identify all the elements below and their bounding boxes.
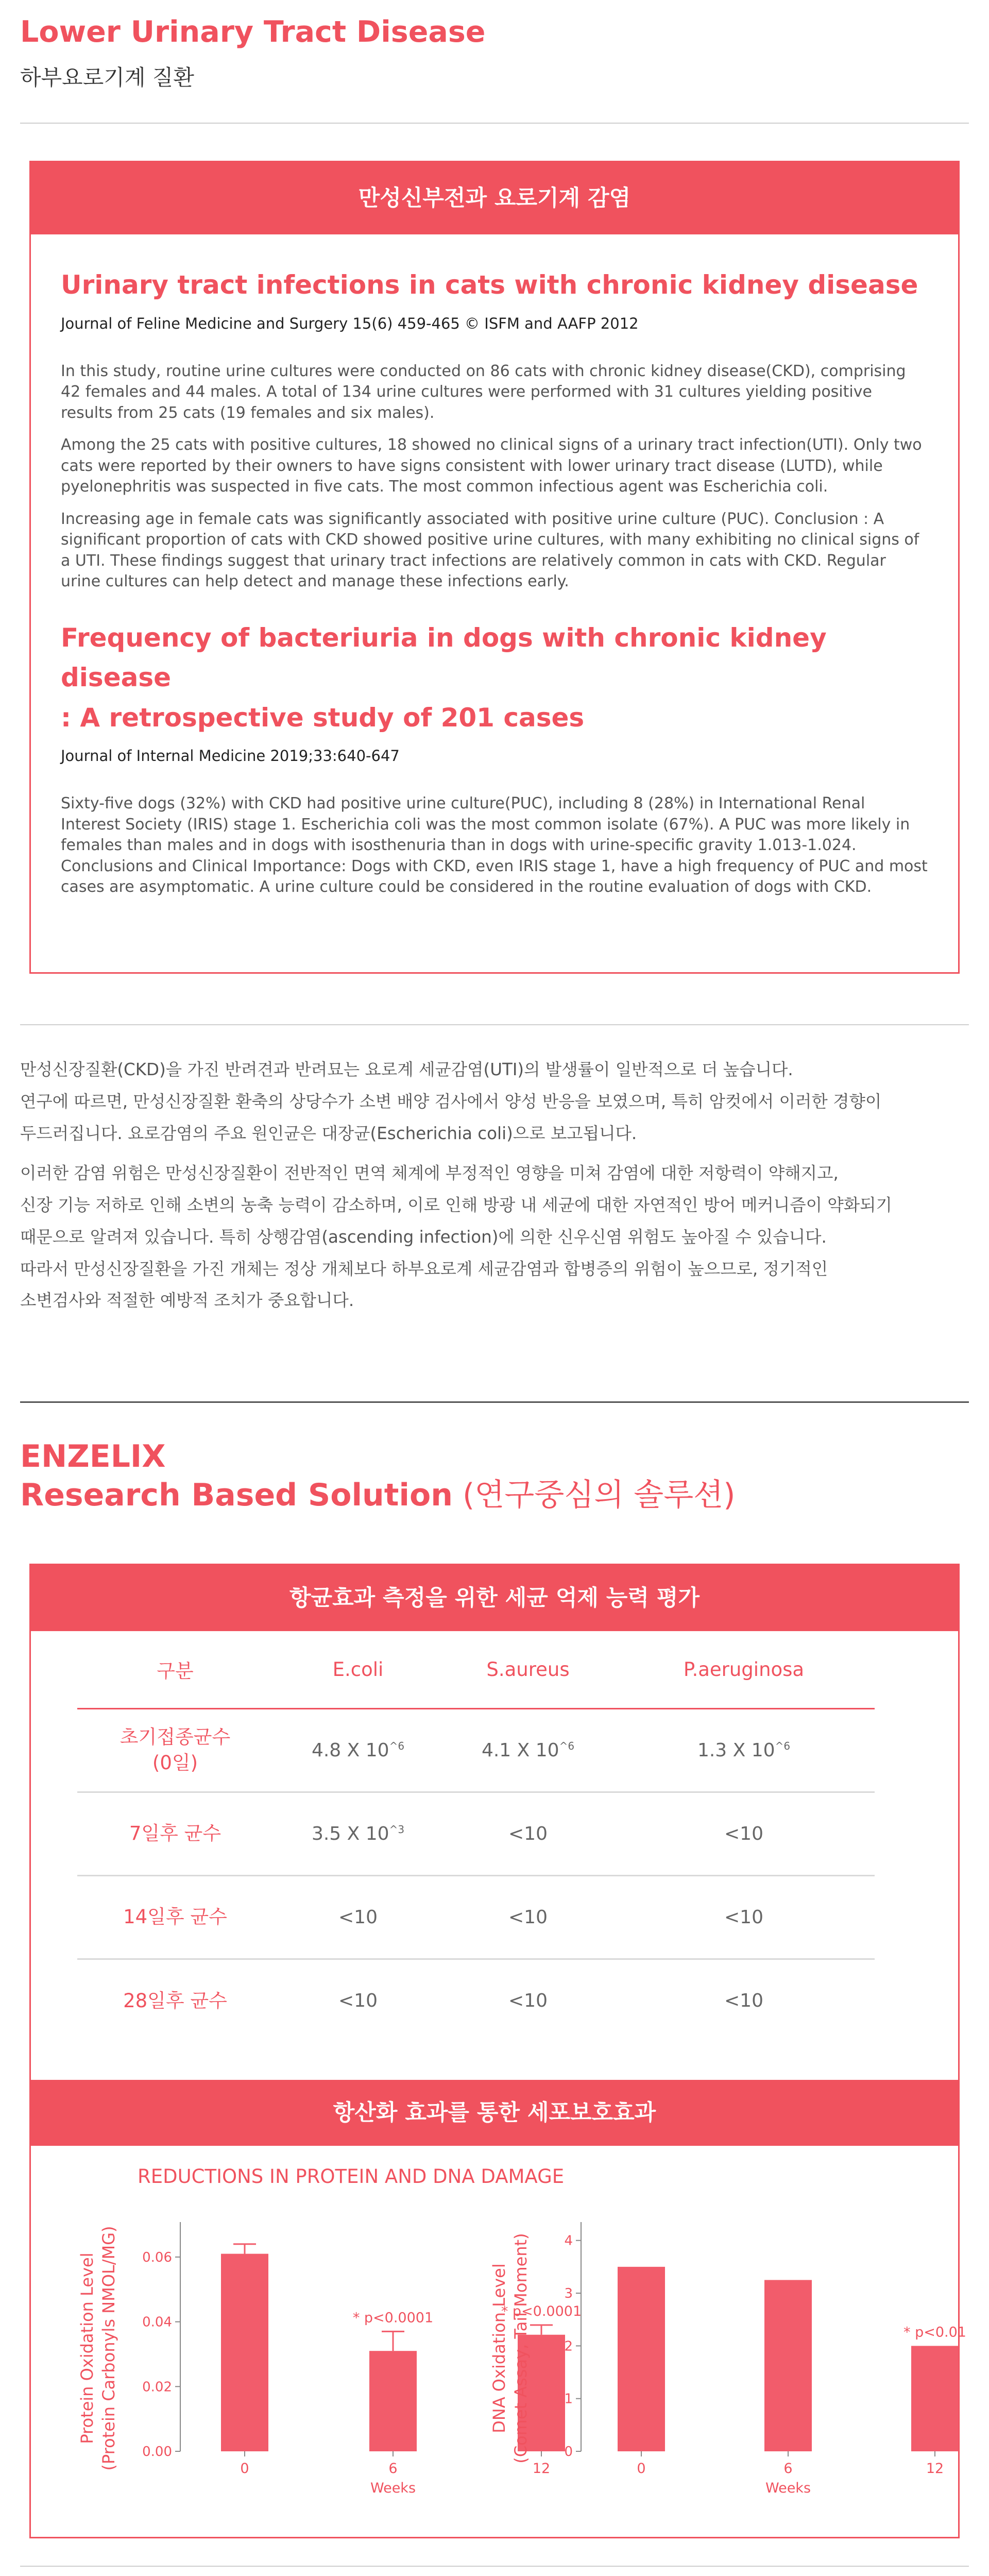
x-tick-label: 12 bbox=[926, 2461, 944, 2477]
table-cell: <10 bbox=[613, 1792, 875, 1875]
ref1-title: Urinary tract infections in cats with chronic kidney disease bbox=[61, 270, 918, 300]
study-box-heading: 만성신부전과 요로기계 감염 bbox=[31, 162, 958, 234]
table-cell: 4.1 X $10^{\^{}6}$ bbox=[443, 1708, 613, 1792]
ref2-title-line2: : A retrospective study of 201 cases bbox=[61, 702, 585, 733]
study-summary-box bbox=[29, 161, 960, 974]
y-axis-label: (Comet Assay, Tail Moment) bbox=[511, 2233, 531, 2464]
bar-6 bbox=[369, 2351, 417, 2451]
y-tick-label: 0 bbox=[564, 2444, 573, 2460]
ref2-title-line1: Frequency of bacteriuria in dogs with chronic kidney disease bbox=[61, 622, 827, 692]
kr1-line-3: 두드러집니다. 요로감염의 주요 원인균은 대장균(Escherichia coli)으로 보고됩니다. bbox=[20, 1123, 637, 1143]
figure-title: REDUCTIONS IN PROTEIN AND DNA DAMAGE bbox=[138, 2165, 565, 2188]
kr1-line-8: 소변검사와 적절한 예방적 조치가 중요합니다. bbox=[20, 1291, 354, 1311]
y-tick-label: 1 bbox=[564, 2391, 573, 2407]
kr1-line-1: 만성신장질환(CKD)을 가진 반려견과 반려묘는 요로계 세균감염(UTI)의 발생률이 일반적으로 더 높습니다. bbox=[20, 1060, 793, 1079]
table-header-row bbox=[77, 1631, 875, 1708]
col-header: E.coli bbox=[332, 1658, 384, 1681]
y-tick-label: 3 bbox=[564, 2286, 573, 2302]
section-header bbox=[20, 14, 485, 92]
y-tick-label: 0.06 bbox=[142, 2249, 172, 2265]
table-cell: 3.5 X $10^{\^{}3}$ bbox=[273, 1792, 443, 1875]
enzelix-subtitle-light: (연구중심의 솔루션) bbox=[452, 1477, 736, 1513]
x-axis-label: Weeks bbox=[765, 2480, 811, 2496]
col-header: P.aeruginosa bbox=[683, 1658, 805, 1681]
x-tick-label: 12 bbox=[532, 2461, 551, 2477]
significance-label: * p<0.0001 bbox=[501, 2303, 582, 2319]
x-tick-label: 0 bbox=[240, 2461, 249, 2477]
table-row bbox=[77, 1959, 875, 2042]
ref1-paragraph-3: Increasing age in female cats was significantly associated with positive urine culture (PUC). Conclusion : A significant proportion of cats with CKD showed positive urine cultures, with many exhibiting no clinical signs of a UTI. These findings suggest that urinary tract infections are relatively common in cats with CKD. Regular urine cultures can help detect and manage these infections early. bbox=[61, 510, 919, 590]
antibacterial-table bbox=[77, 1631, 875, 2042]
row-label: 14일후 균수 bbox=[77, 1875, 273, 1959]
y-tick-label: 0.02 bbox=[142, 2379, 172, 2395]
section-subtitle: 하부요로기계 질환 bbox=[20, 65, 194, 91]
y-tick-label: 0.04 bbox=[142, 2314, 172, 2330]
table-cell: <10 bbox=[613, 1959, 875, 2042]
kr1-line-7: 따라서 만성신장질환을 가진 개체는 정상 개체보다 하부요로계 세균감염과 합병증의 위험이 높으므로, 정기적인 bbox=[20, 1259, 828, 1279]
table-cell: <10 bbox=[443, 1959, 613, 2042]
ref1-journal: Journal of Feline Medicine and Surgery 15(6) 459-465 © ISFM and AAFP 2012 bbox=[61, 314, 639, 332]
table-row bbox=[77, 1708, 875, 1792]
dna-oxidation-chart bbox=[489, 2209, 966, 2508]
top-divider bbox=[20, 123, 969, 124]
x-tick-label: 6 bbox=[388, 2461, 398, 2477]
row-label: 초기접종균수 (0일) bbox=[77, 1708, 273, 1792]
table-cell: <10 bbox=[273, 1875, 443, 1959]
mid-divider-1 bbox=[20, 1024, 969, 1025]
enzelix-divider bbox=[20, 1401, 969, 1403]
table-cell: <10 bbox=[273, 1959, 443, 2042]
row-label: 7일후 균수 bbox=[77, 1792, 273, 1875]
enzelix-title: ENZELIX bbox=[20, 1438, 166, 1475]
kr1-line-2: 연구에 따르면, 만성신장질환 환축의 상당수가 소변 배양 검사에서 양성 반응을 보였으며, 특히 암컷에서 이러한 경향이 bbox=[20, 1091, 882, 1111]
antibacterial-heading: 항균효과 측정을 위한 세균 억제 능력 평가 bbox=[31, 1565, 958, 1631]
ckd-uti-explanation bbox=[20, 1054, 969, 1317]
x-tick-label: 0 bbox=[637, 2461, 646, 2477]
y-tick-label: 0.00 bbox=[142, 2444, 172, 2460]
y-tick-label: 2 bbox=[564, 2338, 573, 2354]
ref2-journal: Journal of Internal Medicine 2019;33:640-647 bbox=[61, 747, 400, 765]
bar-0 bbox=[221, 2254, 268, 2451]
y-tick-label: 4 bbox=[564, 2233, 573, 2249]
kr1-line-6: 때문으로 알려져 있습니다. 특히 상행감염(ascending infection)에 의한 신우신염 위험도 높아질 수 있습니다. bbox=[20, 1227, 827, 1247]
bar-12 bbox=[911, 2346, 959, 2451]
y-axis-label: (Protein Carbonyls NMOL/MG) bbox=[99, 2226, 118, 2471]
table-cell: <10 bbox=[443, 1792, 613, 1875]
table-cell: 1.3 X $10^{\^{}6}$ bbox=[613, 1708, 875, 1792]
significance-label: * p<0.0001 bbox=[352, 2310, 434, 2326]
table-row bbox=[77, 1792, 875, 1875]
enzelix-results-box bbox=[29, 1564, 966, 2538]
x-tick-label: 6 bbox=[783, 2461, 793, 2477]
ref1-paragraph-2: Among the 25 cats with positive cultures, 18 showed no clinical signs of a urinary tract infection(UTI). Only two cats were reported by their owners to have signs consistent with lower urinary tract disease (LUTD), while pyelonephritis was suspected in five cats. The most common infectious agent was Escherichia coli. bbox=[61, 436, 922, 496]
col-header: 구분 bbox=[157, 1660, 194, 1683]
x-axis-label: Weeks bbox=[370, 2480, 416, 2496]
kr1-line-4: 이러한 감염 위험은 만성신장질환이 전반적인 면역 체계에 부정적인 영향을 미쳐 감염에 대한 저항력이 약해지고, bbox=[20, 1163, 839, 1183]
study-box-body bbox=[31, 234, 958, 898]
enzelix-header bbox=[20, 1437, 736, 1515]
table-row bbox=[77, 1875, 875, 1959]
enzelix-subtitle bbox=[20, 1476, 736, 1515]
section-title: Lower Urinary Tract Disease bbox=[20, 15, 486, 49]
bar-0 bbox=[618, 2267, 665, 2451]
row-label: 28일후 균수 bbox=[77, 1959, 273, 2042]
protein-oxidation-chart bbox=[77, 2209, 582, 2508]
kr1-line-5: 신장 기능 저하로 인해 소변의 농축 능력이 감소하며, 이로 인해 방광 내 세균에 대한 자연적인 방어 메커니즘이 약화되기 bbox=[20, 1195, 892, 1215]
mid-divider-2 bbox=[20, 2566, 969, 2567]
bar-6 bbox=[764, 2280, 812, 2451]
table-cell: 4.8 X $10^{\^{}6}$ bbox=[273, 1708, 443, 1792]
significance-label: * p<0.01 bbox=[903, 2324, 966, 2341]
table-cell: <10 bbox=[443, 1875, 613, 1959]
antioxidant-heading: 항산화 효과를 통한 세포보호효과 bbox=[31, 2080, 958, 2146]
table-cell: <10 bbox=[613, 1875, 875, 1959]
y-axis-label: DNA Oxidation Level bbox=[489, 2263, 509, 2433]
ref2 bbox=[61, 618, 928, 898]
ref1-paragraph-1: In this study, routine urine cultures were conducted on 86 cats with chronic kidney disease(CKD), comprising 42 females and 44 males. A total of 134 urine cultures were performed with 31 cultures yielding positive results from 25 cats (19 females and six males). bbox=[61, 362, 906, 422]
ref2-paragraph: Sixty-five dogs (32%) with CKD had positive urine culture(PUC), including 8 (28%) in International Renal Interest Society (IRIS) stage 1. Escherichia coli was the most common isolate (67%). A PUC was more likely in females than males and in dogs with isosthenuria than in dogs with urine-specific gravity 1.013-1.024. Conclusions and Clinical Importance: Dogs with CKD, even IRIS stage 1, have a high frequency of PUC and most cases are asymptomatic. A urine culture could be considered in the routine evaluation of dogs with CKD. bbox=[61, 794, 928, 896]
col-header: S.aureus bbox=[486, 1658, 570, 1681]
enzelix-subtitle-bold: Research Based Solution bbox=[20, 1477, 453, 1513]
y-axis-label: Protein Oxidation Level bbox=[77, 2252, 97, 2444]
